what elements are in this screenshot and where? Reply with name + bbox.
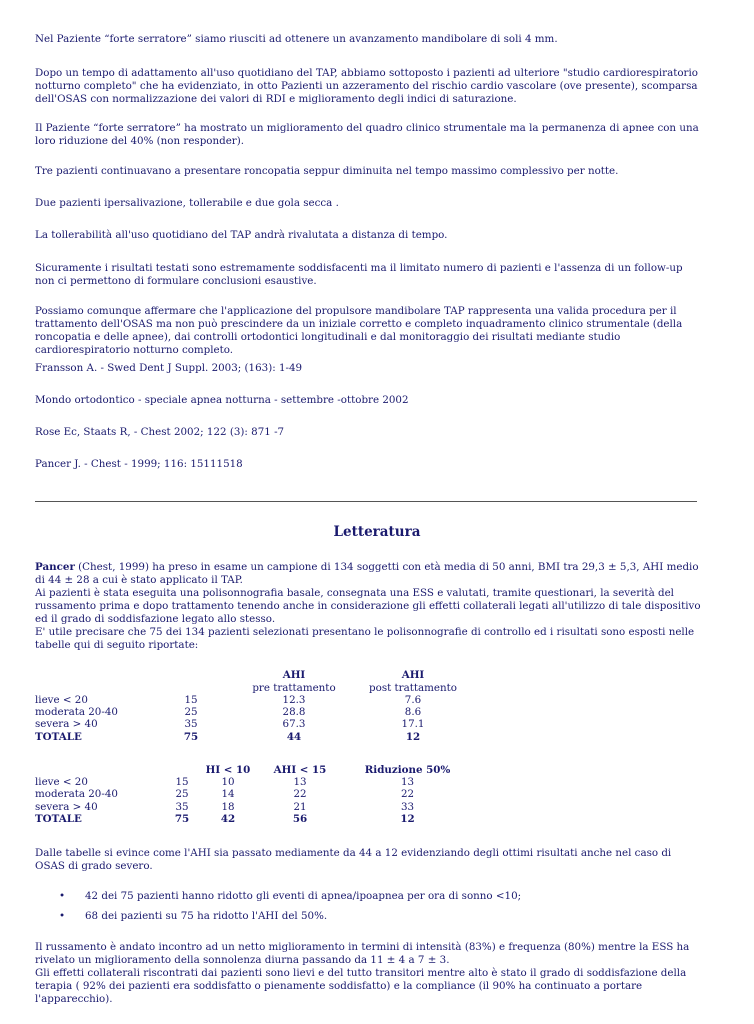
table-row-label: moderata 20-40 [35, 788, 118, 800]
list-item-text: 68 dei pazienti su 75 ha ridotto l'AHI del 50%. [85, 910, 328, 922]
table1-header-ahi-pre-sub: pre trattamento [252, 682, 336, 694]
table-cell: 7.6 [404, 694, 422, 706]
table-cell: 21 [293, 801, 307, 813]
table1-header-ahi-post-sub: post trattamento [369, 682, 457, 694]
reference-item: Pancer J. - Chest - 1999; 116: 15111518 [35, 458, 243, 470]
paragraph-conclusione: Possiamo comunque affermare che l'applicazione del propulsore mandibolare TAP rappresenta una valida procedura per il trattamento dell'OSAS ma non può prescindere da un iniziale corretto e completo inquadramento clinico strumentale (della roncopatia e delle apnee), dai controlli ortodontici longitudinali e dal monitoraggio dei risultati mediante studio cardiorespiratorio notturno completo. [35, 305, 683, 356]
reference-item: Fransson A. - Swed Dent J Suppl. 2003; (163): 1-49 [35, 362, 303, 374]
table-cell: 35 [175, 801, 189, 813]
bullet-list [35, 890, 701, 930]
paragraph-intro [35, 561, 701, 587]
table1-header-ahi-pre: AHI [282, 669, 306, 681]
paragraph-effetti-collaterali: Gli effetti collaterali riscontrati dai pazienti sono lievi e del tutto transitori mentre alto è stato il grado di soddisfazione della terapia ( 92% dei pazienti era soddisfatto o pienamente soddisfatto) e la compliance (il 90% ha continuato a portare l'apparecchio). [35, 967, 687, 1005]
paragraph-intro-results: E' utile precisare che 75 dei 134 pazienti selezionati presentano le polisonnografie di controllo ed i risultati sono esposti nelle tabelle qui di seguito riportate: [35, 626, 695, 651]
table-cell: 17.1 [401, 718, 425, 730]
intro-text: (Chest, 1999) ha preso in esame un campione di 134 soggetti con età media di 50 anni, BMI tra 29,3 ± 5,3, AHI medio di 44 ± 28 a cui è stato applicato il TAP. [35, 561, 699, 586]
table2-header-riduzione: Riduzione 50% [364, 764, 451, 776]
paragraph-russamento: Il russamento è andato incontro ad un netto miglioramento in termini di intensità (83%) e frequenza (80%) mentre la ESS ha rivelato un miglioramento della sonnolenza diurna passando da 11 ± 4 a 7 ± 3. [35, 941, 690, 966]
table-row-label: lieve < 20 [35, 776, 88, 788]
table-cell: 22 [400, 788, 415, 800]
paragraph-forte-serratore: Nel Paziente “forte serratore” siamo riusciti ad ottenere un avanzamento mandibolare di soli 4 mm. [35, 33, 558, 45]
table-cell: 15 [175, 776, 189, 788]
table-row-label: lieve < 20 [35, 694, 88, 706]
table-cell: 33 [400, 801, 415, 813]
paragraph-ipersalivazione: Due pazienti ipersalivazione, tollerabile e due gola secca . [35, 197, 339, 209]
author-name: Pancer [35, 561, 75, 573]
list-item [35, 890, 701, 910]
table-cell: 44 [286, 731, 302, 743]
section-divider [35, 501, 697, 502]
table-row-label: severa > 40 [35, 718, 98, 730]
table-row-label: TOTALE [35, 731, 82, 743]
table-cell: 67.3 [282, 718, 306, 730]
table-cell: 8.6 [404, 706, 422, 718]
paragraph-risultati: Sicuramente i risultati testati sono estremamente soddisfacenti ma il limitato numero di pazienti e l'assenza di un follow-up non ci permettono di formulare conclusioni esaustive. [35, 262, 683, 287]
table-cell: 14 [221, 788, 235, 800]
list-item-text: 42 dei 75 pazienti hanno ridotto gli eventi di apnea/ipoapnea per ora di sonno <10; [85, 890, 522, 902]
table2-header-hi: HI < 10 [205, 764, 251, 776]
table2-header-ahi: AHI < 15 [273, 764, 327, 776]
table-cell: 13 [293, 776, 307, 788]
paragraph-adattamento: Dopo un tempo di adattamento all'uso quotidiano del TAP, abbiamo sottoposto i pazienti ad ulteriore "studio cardiorespiratorio notturno completo" che ha evidenziato, in otto Pazienti un azzeramento del rischio cardio vascolare (ove presente), scomparsa dell'OSAS con normalizzazione dei valori di RDI e miglioramento degli indici di saturazione. [35, 67, 698, 105]
table-cell: 25 [184, 706, 198, 718]
table-cell: 75 [174, 813, 190, 825]
table-cell: 28.8 [282, 706, 306, 718]
paragraph-summary: Dalle tabelle si evince come l'AHI sia passato mediamente da 44 a 12 evidenziando degli ottimi risultati anche nel caso di OSAS di grado severo. [35, 847, 672, 872]
paragraph-non-responder: Il Paziente “forte serratore” ha mostrato un miglioramento del quadro clinico strumentale ma la permanenza di apnee con una loro riduzione del 40% (non responder). [35, 122, 699, 147]
paragraph-roncopatia: Tre pazienti continuavano a presentare roncopatia seppur diminuita nel tempo massimo complessivo per notte. [35, 165, 619, 177]
table-row-label: severa > 40 [35, 801, 98, 813]
table-cell: 12 [405, 731, 421, 743]
table-cell: 10 [221, 776, 235, 788]
reference-item: Mondo ortodontico - speciale apnea notturna - settembre -ottobre 2002 [35, 394, 409, 406]
table1-header-ahi-post: AHI [401, 669, 425, 681]
table-row-label: moderata 20-40 [35, 706, 118, 718]
table-cell: 25 [175, 788, 189, 800]
table-cell: 42 [220, 813, 236, 825]
reference-item: Rose Ec, Staats R, - Chest 2002; 122 (3): 871 -7 [35, 426, 285, 438]
table-row-label: TOTALE [35, 813, 82, 825]
table-cell: 12.3 [282, 694, 306, 706]
list-item [35, 910, 701, 930]
paragraph-intro-methods: Ai pazienti è stata eseguita una polisonnografia basale, consegnata una ESS e valutati, tramite questionari, la severità del russamento prima e dopo trattamento tenendo anche in considerazione gli effetti collaterali legati all'utilizzo di tale dispositivo ed il grado di soddisfazione legato allo stesso. [35, 587, 701, 625]
table-cell: 18 [221, 801, 235, 813]
bullet-icon: • [59, 890, 66, 902]
table-cell: 35 [184, 718, 198, 730]
bullet-icon: • [59, 910, 66, 922]
table-cell: 12 [400, 813, 415, 825]
table-cell: 13 [400, 776, 415, 788]
table-cell: 15 [184, 694, 198, 706]
paragraph-tollerabilita: La tollerabilità all'uso quotidiano del TAP andrà rivalutata a distanza di tempo. [35, 229, 448, 241]
table-cell: 22 [293, 788, 307, 800]
table-cell: 56 [292, 813, 308, 825]
section-title: Letteratura [333, 524, 421, 540]
table-cell: 75 [183, 731, 199, 743]
